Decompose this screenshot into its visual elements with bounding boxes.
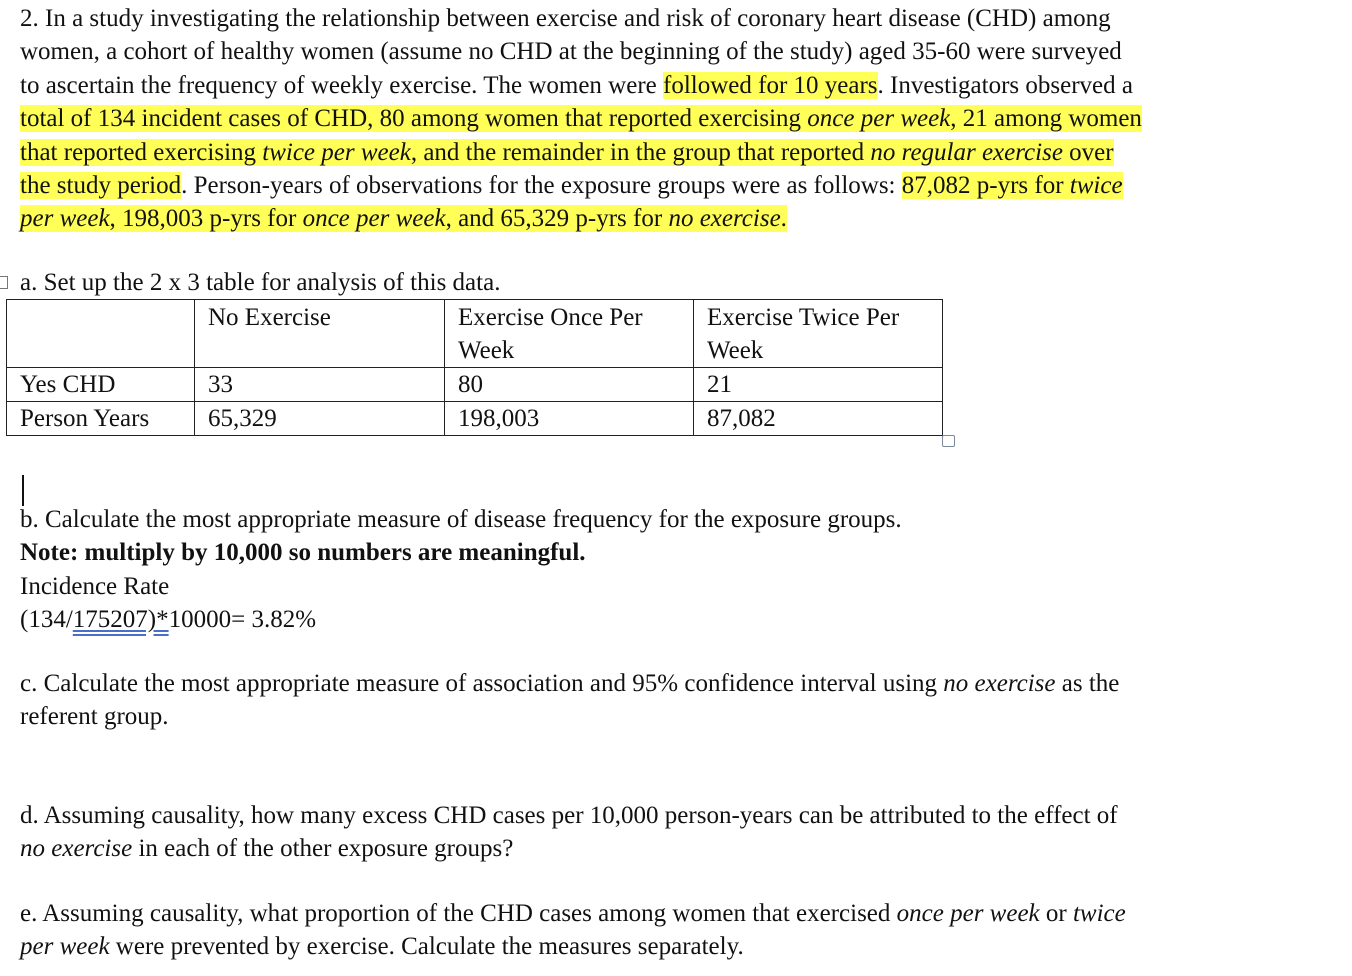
highlighted-text: total of 134 incident cases of CHD, 80 among women that reported exercising [20,105,808,133]
part-b-answer[interactable] [20,603,902,636]
highlighted-text: twice [1069,171,1123,199]
highlighted-text: , and the remainder in the group that reported [410,138,871,166]
highlighted-text: , and 65,329 p-yrs for [445,205,669,233]
text-run: . Investigators observed a [877,71,1133,99]
text-run: c. Calculate the most appropriate measure of association and 95% confidence interval using [20,670,944,697]
answer-prefix: (134/ [20,606,73,634]
table-cell[interactable]: 65,329 [195,402,445,436]
text-cursor [22,475,24,506]
highlighted-text: once per week [807,105,951,133]
highlighted-text: twice per week [262,138,411,166]
part-c [20,667,1119,734]
part-b [20,503,902,637]
highlighted-text: per week [20,205,110,233]
table-header-cell-empty[interactable] [7,300,195,368]
question-text [20,2,1142,236]
highlighted-text: that reported exercising [20,138,263,166]
table-resize-handle[interactable] [942,435,955,447]
highlighted-text: once per week [302,205,446,233]
part-a-prompt [20,266,500,299]
table-header-no-exercise[interactable] [195,300,445,368]
highlighted-text: . [780,205,787,233]
header-text-line2: Week [458,337,515,364]
highlighted-text: no regular exercise [870,138,1063,166]
answer-underlined: 175207)* [72,606,169,634]
table-row-person-years [7,402,943,436]
header-text-line1: Exercise Twice Per [707,304,900,331]
text-run: d. Assuming causality, how many excess CHD cases per 10,000 person-years can be attributed to the effect of [20,802,1118,829]
table-header-twice-per-week[interactable] [694,300,943,368]
header-text-line2: Week [707,337,764,364]
table-row-yes-chd [7,368,943,402]
header-text-line1: Exercise Once Per [458,304,643,331]
text-run: no exercise [943,670,1056,697]
text-line [20,667,1119,700]
table-move-handle[interactable] [0,276,8,289]
text-line [20,35,1142,68]
text-run: e. Assuming causality, what proportion of the CHD cases among women that exercised [20,900,897,927]
text-line [20,930,1126,963]
answer-suffix: 10000= 3.82% [168,606,317,634]
table-cell[interactable]: 198,003 [445,402,694,436]
text-run: to ascertain the frequency of weekly exercise. The women were [20,71,663,99]
part-b-answer-label[interactable]: Incidence Rate [20,572,170,600]
text-run: . Person-years of observations for the exposure groups were as follows: [181,171,902,199]
highlighted-text: , 198,003 p-yrs for [109,205,303,233]
part-a-prompt-text: a. Set up the 2 x 3 table for analysis of this data. [20,269,501,296]
text-line [20,799,1118,832]
table-cell[interactable]: 33 [195,368,445,402]
text-line [20,69,1142,102]
highlighted-text: 87,082 p-yrs for [901,171,1070,199]
table-cell[interactable]: Person Years [7,402,195,436]
highlighted-text: over [1062,138,1114,166]
table-cell[interactable]: 80 [445,368,694,402]
text-run: were prevented by exercise. Calculate the measures separately. [109,933,744,961]
part-b-note: Note: multiply by 10,000 so numbers are meaningful. [20,539,586,567]
text-line [20,136,1142,169]
table-cell[interactable]: 21 [694,368,943,402]
part-e [20,897,1126,964]
highlighted-text: followed for 10 years [663,71,878,99]
text-line [20,169,1142,202]
text-line [20,102,1142,135]
text-line [20,202,1142,235]
text-run: per week [20,933,110,961]
text-run: women, a cohort of healthy women (assume no CHD at the beginning of the study) aged 35-60 were surveyed [20,38,1122,66]
table-cell[interactable]: Yes CHD [7,368,195,402]
text-line [20,897,1126,930]
text-line [20,2,1142,35]
text-run: or [1039,900,1073,927]
text-run: referent group. [20,703,169,731]
table-header-row [7,300,943,368]
text-run: in each of the other exposure groups? [132,835,514,863]
highlighted-text: the study period [20,171,182,199]
text-run: as the [1055,670,1120,697]
table-header-once-per-week[interactable] [445,300,694,368]
text-run: twice [1072,900,1126,927]
highlighted-text: , 21 among women [950,105,1142,133]
table-cell[interactable]: 87,082 [694,402,943,436]
text-run: 2. In a study investigating the relationship between exercise and risk of coronary heart disease (CHD) among [20,5,1111,32]
text-line [20,832,1118,865]
text-run: no exercise [20,835,133,863]
highlighted-text: no exercise [668,205,781,233]
text-line [20,700,1119,733]
text-run: once per week [896,900,1040,927]
part-b-prompt: b. Calculate the most appropriate measure of disease frequency for the exposure groups. [20,506,902,533]
exposure-table [6,299,943,436]
part-d [20,799,1118,866]
header-text: No Exercise [208,304,331,331]
